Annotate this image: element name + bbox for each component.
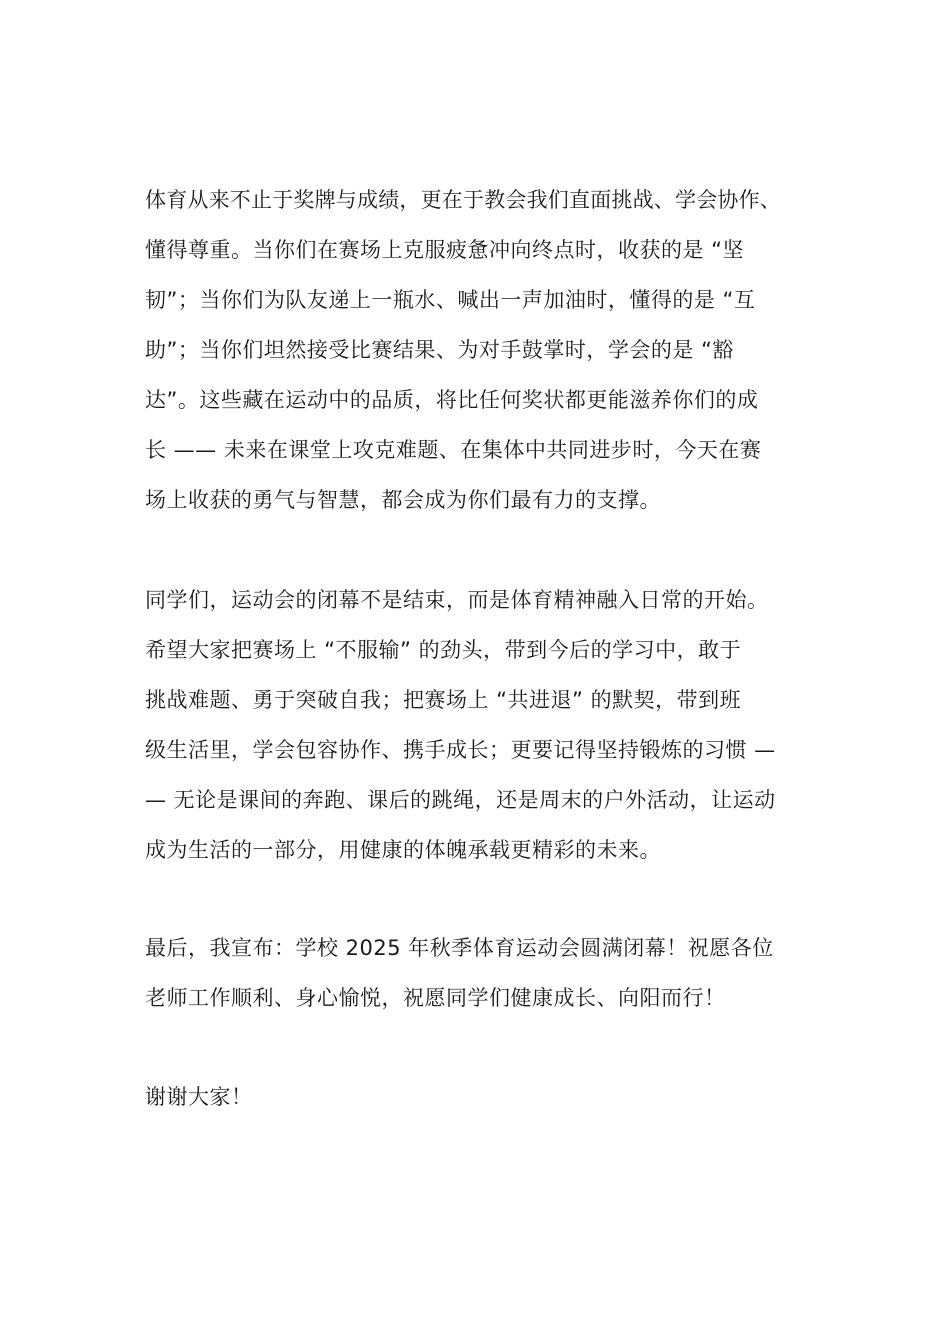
paragraph-line: 同学们，运动会的闭幕不是结束，而是体育精神融入日常的开始。 <box>145 588 769 612</box>
paragraph-line: 希望大家把赛场上 “不服输” 的劲头，带到今后的学习中，敢于 <box>145 638 742 662</box>
paragraph-line: 体育从来不止于奖牌与成绩，更在于教会我们直面挑战、学会协作、 <box>145 188 781 212</box>
paragraph-thanks <box>145 1072 835 1122</box>
paragraph-line: 级生活里，学会包容协作、携手成长；更要记得坚持锻炼的习惯 — <box>145 738 776 762</box>
paragraph-line: 谢谢大家！ <box>145 1085 253 1109</box>
paragraph-line: 韧”；当你们为队友递上一瓶水、喊出一声加油时，懂得的是 “互 <box>145 288 756 312</box>
paragraph-closing-declaration <box>145 923 835 1023</box>
paragraph-line: 长 —— 未来在课堂上攻克难题、在集体中共同进步时，今天在赛 <box>145 438 762 462</box>
paragraph-line: 助”；当你们坦然接受比赛结果、为对手鼓掌时，学会的是 “豁 <box>145 338 734 362</box>
paragraph-sports-spirit <box>145 175 835 525</box>
paragraph-line: 场上收获的勇气与智慧，都会成为你们最有力的支撑。 <box>145 488 661 512</box>
paragraph-line: 老师工作顺利、身心愉悦，祝愿同学们健康成长、向阳而行！ <box>145 986 726 1010</box>
paragraph-line: 懂得尊重。当你们在赛场上克服疲惫冲向终点时，收获的是 “坚 <box>145 238 745 262</box>
paragraph-line: — 无论是课间的奔跑、课后的跳绳，还是周末的户外活动，让运动 <box>145 788 776 812</box>
paragraph-line: 成为生活的一部分，用健康的体魄承载更精彩的未来。 <box>145 838 661 862</box>
paragraph-hopes <box>145 575 835 875</box>
paragraph-line: 达”。这些藏在运动中的品质，将比任何奖状都更能滋养你们的成 <box>145 388 759 412</box>
paragraph-line: 挑战难题、勇于突破自我；把赛场上 “共进退” 的默契，带到班 <box>145 688 742 712</box>
paragraph-line: 最后，我宣布：学校 2025 年秋季体育运动会圆满闭幕！祝愿各位 <box>145 936 774 960</box>
